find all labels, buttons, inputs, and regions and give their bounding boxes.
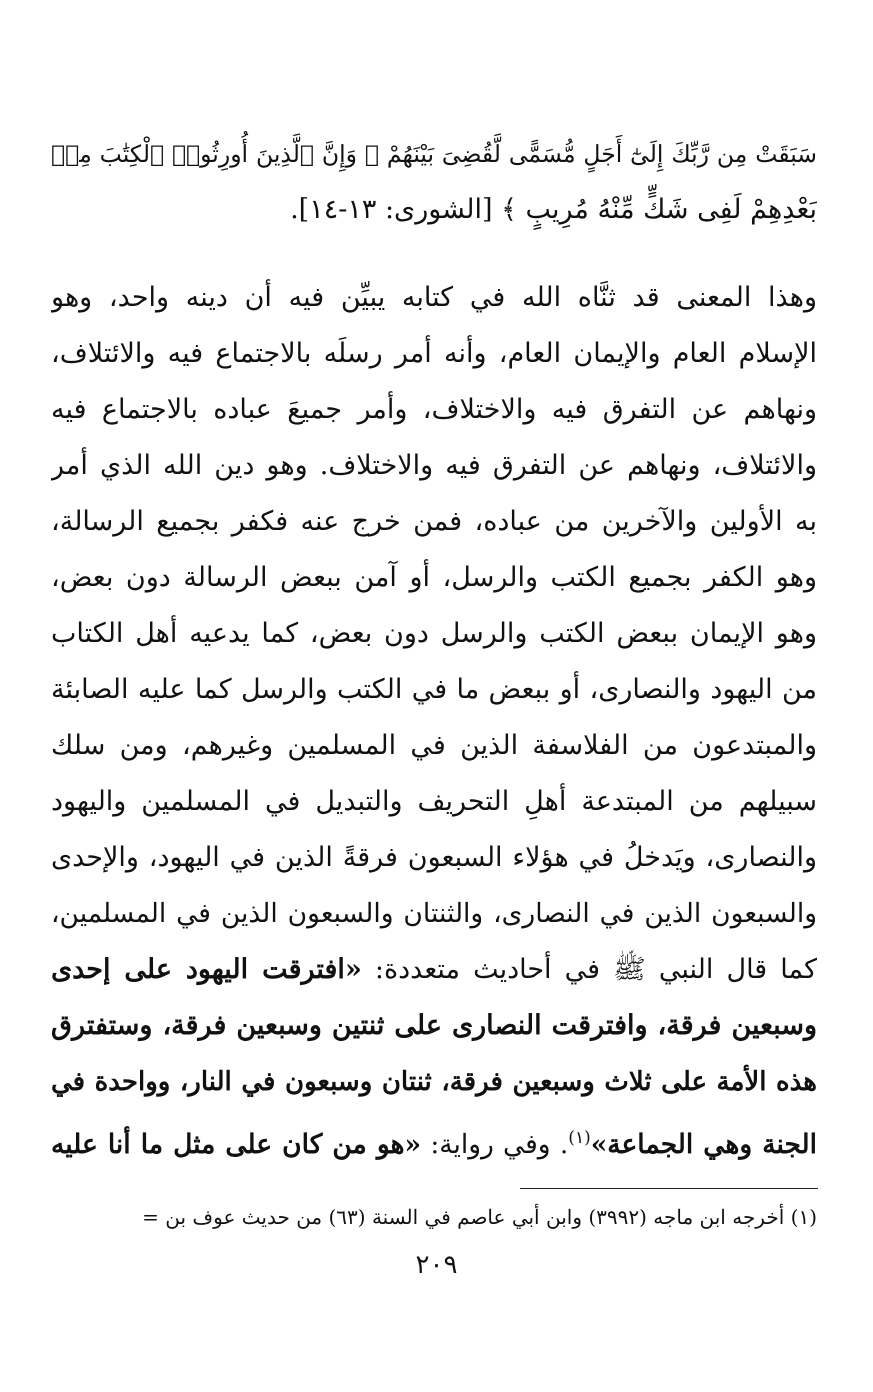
quran-line-2: بَعْدِهِمْ لَفِى شَكٍّ مِّنْهُ مُرِيبٍ ﴾ [الشورى: ١٣-١٤]. xyxy=(290,194,817,225)
hadith-intro-line xyxy=(51,942,817,998)
paragraph-line: به الأولين والآخرين من عباده، فمن خرج عنه فكفر بجميع الرسالة، xyxy=(51,506,817,537)
page-number: ٢٠٩ xyxy=(415,1250,458,1280)
paragraph-line: ونهاهم عن التفرق فيه والاختلاف، وأمر جميعَ عباده بالاجتماع فيه xyxy=(51,394,817,425)
narration-text: . وفي رواية: xyxy=(421,1128,569,1160)
hadith-quote-start: «افترقت اليهود على إحدى xyxy=(51,954,362,985)
quran-line-1: سَبَقَتْ مِن رَّبِّكَ إِلَىٰٓ أَجَلٍ مُّسَمًّى لَّقُضِىَ بَيْنَهُمْ ۚ وَإِنَّ ٱلَّذِينَ أُورِثُوا۟ ٱلْكِتَٰبَ مِنۢ xyxy=(51,140,817,168)
paragraph-line: وهو الإيمان ببعض الكتب والرسل دون بعض، كما يدعيه أهل الكتاب xyxy=(51,618,817,649)
second-narration-quote: «هو من كان على مثل ما أنا عليه xyxy=(51,1128,422,1160)
paragraph-line: والمبتدعون من الفلاسفة الذين في المسلمين وغيرهم، ومن سلك xyxy=(51,730,817,761)
paragraph-line: والائتلاف، ونهاهم عن التفرق فيه والاختلاف. وهو دين الله الذي أمر xyxy=(51,450,817,481)
hadith-last-line xyxy=(51,1110,817,1166)
hadith-line: هذه الأمة على ثلاث وسبعين فرقة، ثنتان وسبعون في النار، وواحدة في xyxy=(51,1067,817,1097)
paragraph-line: والسبعون الذين في النصارى، والثنتان والسبعون الذين في المسلمين، xyxy=(51,898,817,929)
footnote-reference[interactable]: (١) xyxy=(568,1128,591,1148)
footnote-separator xyxy=(520,1188,818,1189)
paragraph-line: من اليهود والنصارى، أو ببعض ما في الكتب والرسل كما عليه الصابئة xyxy=(51,674,817,705)
footnote: (١) أخرجه ابن ماجه (٣٩٩٢) وابن أبي عاصم في السنة (٦٣) من حديث عوف بن = xyxy=(142,1205,817,1229)
paragraph-line: الإسلام العام والإيمان العام، وأنه أمر رسلَه بالاجتماع فيه والائتلاف، xyxy=(51,338,817,369)
hadith-quote-end: الجنة وهي الجماعة» xyxy=(590,1128,817,1160)
quran-verse xyxy=(51,126,817,238)
paragraph-line: سبيلهم من المبتدعة أهلِ التحريف والتبديل في المسلمين واليهود xyxy=(51,786,817,817)
paragraph-line: والنصارى، ويَدخلُ في هؤلاء السبعون فرقةً الذين في اليهود، والإحدى xyxy=(51,842,817,873)
hadith-line: وسبعين فرقة، وافترقت النصارى على ثنتين وسبعين فرقة، وستفترق xyxy=(51,1010,817,1041)
paragraph-line: وهذا المعنى قد ثنَّاه الله في كتابه يبيِّن فيه أن دينه واحد، وهو xyxy=(51,282,817,313)
paragraph-line: وهو الكفر بجميع الكتب والرسل، أو آمن ببعض الرسالة دون بعض، xyxy=(51,562,817,593)
hadith-intro-text: كما قال النبي ﷺ في أحاديث متعددة: xyxy=(361,954,817,985)
main-paragraph xyxy=(51,270,817,1166)
